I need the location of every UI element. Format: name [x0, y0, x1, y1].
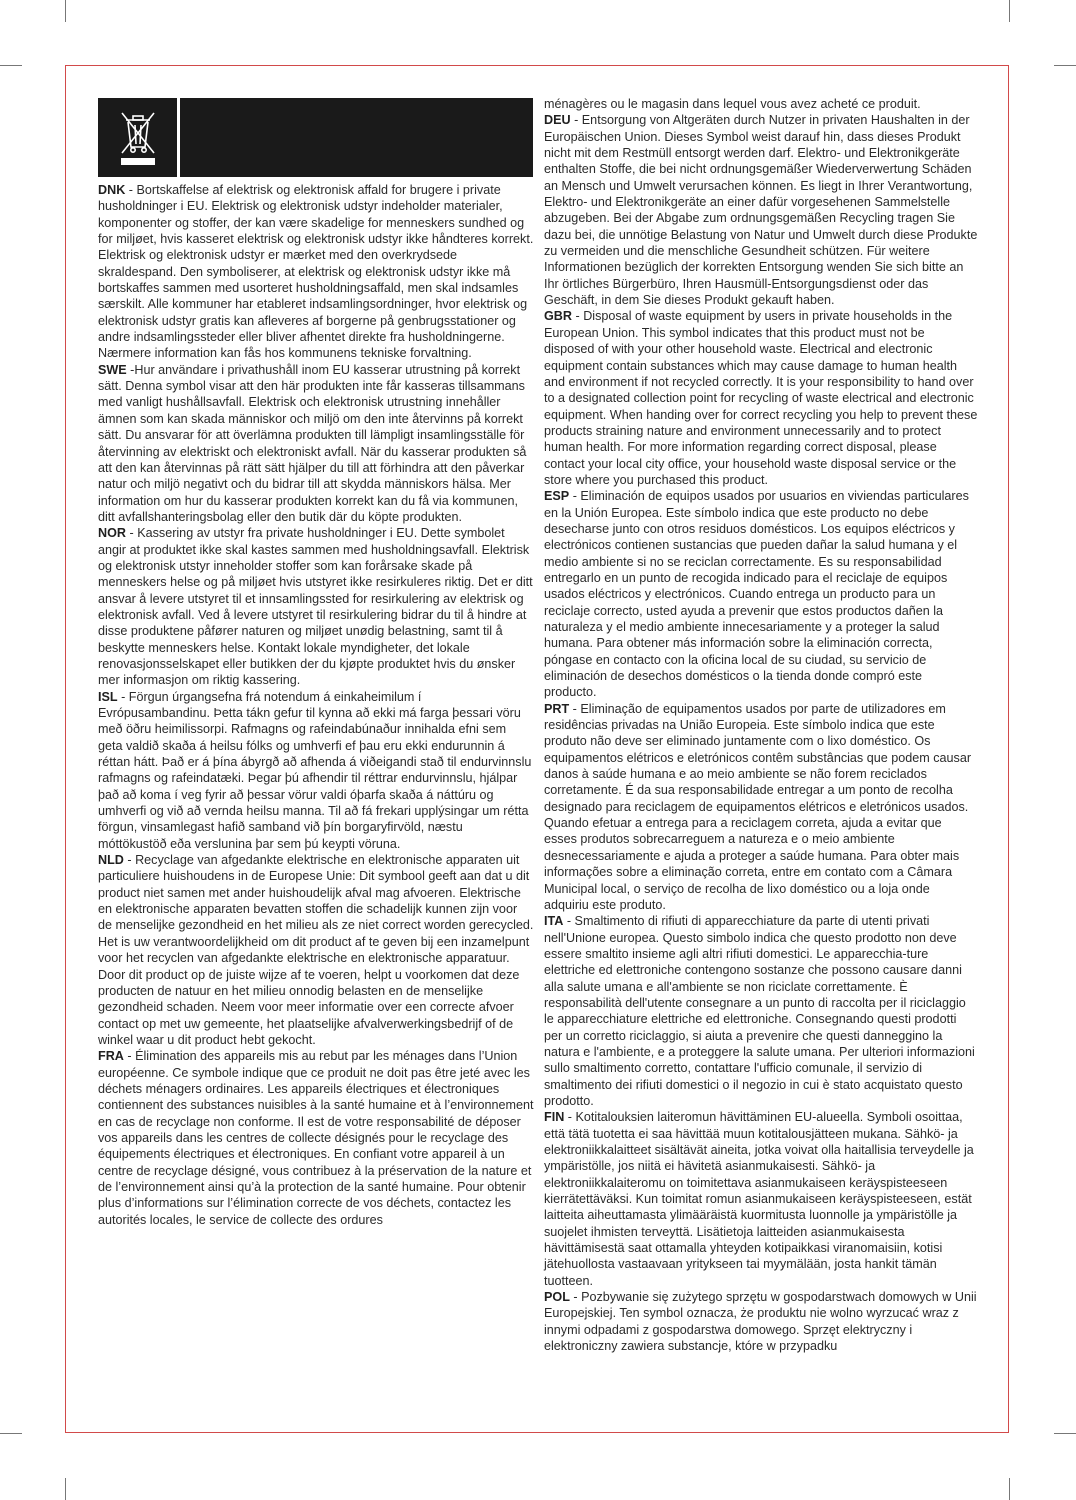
country-code: ISL: [98, 689, 118, 704]
section-fin: [544, 1109, 978, 1289]
section-text: -Hur användare i privathushåll inom EU kasserar utrustning på korrekt sätt. Denna symbol visar att den här produkten inte får kasseras tillsammans med vanligt hushållsavfall. Elektrisk och elektronisk utrustning innehåller ämnen som kan skada människor och miljö om den inte återvinns på korrekt sätt. Du ansvarar för att överlämna produkten till lämpligt insamlingsställe för återvinning av elektriskt och elektroniskt avfall. När du kasserar produkten så att den kan återvinnas på rätt sätt hjälper du till att förhindra att den påverkar natur och miljö negativt och du bidrar till att skydda människors hälsa. Mer information om hur du kasserar produkten korrekt kan du få via kommunen, ditt avfallshanteringsbolag eller den butik där du köpte produkten.: [98, 362, 527, 524]
crop-mark: [65, 1478, 66, 1500]
section-text: - Recyclage van afgedankte elektrische en elektronische apparaten uit particuliere huishoudens in de Europese Unie: Dit symbool geeft aan dat u dit product niet samen met ander huishoudelijk afval mag afvoeren. Elektrische en elektronische apparaten bevatten stoffen die schadelijk kunnen zijn voor de menselijke gezondheid en het milieu als ze niet correct worden gerecycled. Het is uw verantwoordelijkheid om dit product af te geven bij een inzamelpunt voor het recyclen van afgedankte elektrische en elektronische apparatuur. Door dit product op de juiste wijze af te voeren, helpt u voorkomen dat deze producten de natuur en het milieu onnodig belasten en de menselijke gezondheid schaden. Neem voor meer informatie over een correcte afvoer contact op met uw gemeente, het plaatselijke afvalverwerkingsbedrijf of de winkel waar u dit product hebt gekocht.: [98, 853, 534, 1047]
section-nld: [98, 852, 534, 1048]
section-fra: [98, 1048, 534, 1228]
section-text: - Kotitalouksien laiteromun hävittäminen EU-alueella. Symboli osoittaa, että tätä tuotetta ei saa hävittää muun kotitalousjätteen mukana. Sähkö- ja elektroniikkalaitteet sisältävät aineita, jotka voivat olla haitallisia terveydelle ja ympäristölle, jos niitä ei hävitetä asianmukaisesti. Sähkö- ja elektroniikkalaiteromu on toimitettava asianmukaiseen keräyspisteeseen kierrätettäväksi. Kun toimitat romun asianmukaiseen keräyspisteeseen, estät laitteita aiheuttamasta ylimääräistä kuormitusta luonnolle ja ympäristölle ja suojelet ihmisten terveyttä. Lisätietoja laitteiden asianmukaisesta hävittämisestä saat ottamalla yhteyden kotipaikkasi viranomaisiin, kotisi jätehuollosta vastaavaan yritykseen tai myymälään, josta hankit tämän tuotteen.: [544, 1110, 974, 1288]
section-text: - Élimination des appareils mis au rebut par les ménages dans l’Union européenne. Ce symbole indique que ce produit ne doit pas être jeté avec les déchets ménagers ordinaires. Les appareils électriques et électroniques contiennent des substances nuisibles à la santé humaine et à l’environnement en cas de recyclage non conforme. Il est de votre responsabilité de déposer vos appareils dans les centres de collecte désignés pour le recyclage des équipements électriques et électroniques. En confiant votre appareil à un centre de recyclage désigné, vous contribuez à la préservation de la nature et de l’environnement ainsi qu’à la protection de la santé humaine. Pour obtenir plus d’informations sur l’élimination correcte de vos déchets, contactez les autorités locales, le service de collecte des ordures: [98, 1049, 534, 1227]
right-text-column: [544, 96, 978, 1354]
crop-mark: [0, 1433, 22, 1434]
section-text: - Disposal of waste equipment by users in private households in the European Union. This symbol indicates that this product must not be disposed of with your other household waste. Electrical and electronic equipment contain substances which may cause damage to human health and environment if not recycled correctly. It is your responsibility to hand over to a designated collection point for recycling of waste electrical and electronic equipment. When handing over for correct recycling you help to prevent these products straining nature and environment unnecessarily and to protect human health. For more information regarding correct disposal, please contact your local city office, your household waste disposal service or the store where you purchased this product.: [544, 309, 978, 487]
weee-symbol-box: [98, 98, 177, 177]
section-pol: [544, 1289, 978, 1354]
country-code: DEU: [544, 113, 571, 128]
section-esp: [544, 488, 978, 700]
crop-mark: [1009, 1478, 1010, 1500]
section-text: - Kassering av utstyr fra private husholdninger i EU. Dette symbolet angir at produktet ikke skal kastes sammen med husholdningsavfall. Elektrisk og elektronisk utstyr inneholder stoffer som kan forårsake skade på menneskers helse og på miljøet hvis utstyret ikke resirkuleres riktig. Det er ditt ansvar å levere utstyret til et innsamlingssted for resirkulering av elektrisk og elektronisk avfall. Ved å levere utstyret til resirkulering bidrar du til å hindre at disse produktene påfører naturen og miljøet unødig belastning, samt til å beskytte menneskers helse. Kontakt lokale myndigheter, det lokale renovasjonsselskapet eller butikken der du kjøpte produktet hvis du ønsker mer informasjon om riktig kassering.: [98, 526, 533, 688]
section-text: - Smaltimento di rifiuti di apparecchiature da parte di utenti privati nell'Unione europea. Questo simbolo indica che questo prodotto non deve essere smaltito insieme agli altri rifiuti domestici. Le apparecchia-ture elettriche ed elettroniche contengono sostanze che possono causare danni alla salute umana e all'ambiente se non riciclate correttamente. È responsabilità dell'utente consegnare a un punto di raccolta per il riciclaggio le apparecchiature elettriche ed elettroniche. Consegnando questi prodotti per un corretto riciclaggio, si aiuta a prevenire che questi danneggino la natura e l'ambiente, e a proteggere la salute umana. Per ulteriori informazioni sullo smaltimento corretto, contattare l'ufficio comunale, il servizio di smaltimento dei rifiuti domestici o il negozio in cui è stato acquistato questo prodotto.: [544, 914, 975, 1108]
country-code: POL: [544, 1290, 570, 1305]
country-code: FIN: [544, 1110, 565, 1125]
crop-mark: [1054, 1433, 1076, 1434]
country-code: NLD: [98, 853, 124, 868]
section-gbr: [544, 308, 978, 488]
section-text: - Pozbywanie się zużytego sprzętu w gospodarstwach domowych w Unii Europejskiej. Ten symbol oznacza, że produktu nie wolno wyrzucać wraz z innymi odpadami z gospodarstwa domowego. Sprzęt elektryczny i elektroniczny zawiera substancje, które w przypadku: [544, 1290, 977, 1354]
section-text: - Bortskaffelse af elektrisk og elektronisk affald for brugere i private husholdninger i EU. Elektrisk og elektronisk udstyr indeholder materialer, komponenter og stoffer, der kan være skadelige for menneskers sundhed og for miljøet, hvis kasseret elektrisk og elektronisk udstyr ikke håndteres korrekt. Elektrisk og elektronisk udstyr er mærket med den overkrydsede skraldespand. Den symboliserer, at elektrisk og elektronisk udstyr ikke må bortskaffes sammen med usorteret husholdningsaffald, men skal indsamles særskilt. Alle kommuner har etableret indsamlingsordninger, hvor elektrisk og elektronisk udstyr gratis kan afleveres af borgerne på genbrugsstationer og andre indsamlingssteder eller bliver afhentet direkte fra husholdningerne. Nærmere information kan fås hos kommunens tekniske forvaltning.: [98, 183, 534, 361]
section-text: - Eliminação de equipamentos usados por parte de utilizadores em residências privadas na União Europeia. Este símbolo indica que este produto não deve ser eliminado juntamente com o lixo doméstico. Os equipamentos elétricos e eletrónicos contêm substâncias que podem causar danos à saúde humana e ao meio ambiente se não forem reciclados corretamente. É da sua responsabilidade entregar a um ponto de recolha designado para reciclagem de equipamentos elétricos e eletrónicos usados. Quando efetuar a entrega para a reciclagem correta, ajuda a evitar que esses produtos sobrecarreguem a natureza e o meio ambiente desnecessariamente e ajuda a proteger a saúde humana. Para obter mais informações sobre a eliminação correta, entre em contato com a Câmara Municipal local, o serviço de recolha de lixo doméstico ou a loja onde adquiriu este produto.: [544, 701, 972, 912]
left-text-column: [98, 182, 534, 1228]
section-text: ménagères ou le magasin dans lequel vous avez acheté ce produit.: [544, 97, 921, 111]
section-nor: [98, 525, 534, 688]
country-code: FRA: [98, 1049, 124, 1064]
section-deu: [544, 112, 978, 308]
section-text: - Eliminación de equipos usados por usuarios en viviendas particulares en la Unión Europea. Este símbolo indica que este producto no debe desecharse junto con otros residuos domésticos. Los equipos eléctricos y electrónicos contienen sustancias que pueden dañar la salud humana y el medio ambiente si no se reciclan correctamente. Es su responsabilidad entregarlo en un punto de recogida indicado para el reciclaje de equipos usados eléctricos y electrónicos. Cuando entrega un producto para un reciclaje correcto, usted ayuda a prevenir que estos productos dañen la naturaleza y el medio ambiente innecesariamente y a proteger la salud humana. Para obtener más información sobre la eliminación correcta, póngase en contacto con la oficina local de su ciudad, su servicio de eliminación de desechos domésticos o la tienda donde compró este producto.: [544, 489, 969, 700]
section-isl: [98, 689, 534, 852]
country-code: NOR: [98, 526, 126, 541]
header-band: [180, 98, 533, 177]
country-code: DNK: [98, 183, 126, 197]
crop-mark: [65, 0, 66, 22]
country-code: ITA: [544, 914, 564, 929]
country-code: SWE: [98, 362, 127, 377]
section-text: - Entsorgung von Altgeräten durch Nutzer in privaten Haushalten in der Europäischen Union. Dieses Symbol weist darauf hin, dass dieses Produkt nicht mit dem Restmüll entsorgt werden darf. Elektro- und Elektronikgeräte enthalten Stoffe, die bei nicht ordnungsgemäßer Wiederverwertung Schäden an Mensch und Umwelt verursachen können. Es liegt in Ihrer Verantwortung, Elektro- und Elektronikgeräte an einer dafür vorgesehenen Sammelstelle abzugeben. Bei der Abgabe zum ordnungsgemäßen Recycling tragen Sie dazu bei, die unnötige Belastung von Natur und Umwelt durch diese Produkte zu vermeiden und die menschliche Gesundheit schützen. Für weitere Informationen bezüglich der korrekten Entsorgung wenden Sie sich bitte an Ihr örtliches Bürgerbüro, Ihren Hausmüll-Entsorgungsdienst oder das Geschäft, in dem Sie dieses Produkt gekauft haben.: [544, 113, 978, 308]
country-code: PRT: [544, 701, 570, 716]
crop-mark: [0, 65, 22, 66]
crop-mark: [1054, 65, 1076, 66]
section-ita: [544, 913, 978, 1109]
section-swe: [98, 362, 534, 525]
weee-header: [98, 98, 533, 177]
section-text: - Förgun úrgangsefna frá notendum á einkaheimilum í Evrópusambandinu. Þetta tákn gefur til kynna að ekki má farga þessari vöru með öðru heimilissorpi. Rafmagns og rafeindabúnaður innihalda efni sem geta valdið skaða á heilsu fólks og umhverfi ef þau eru ekki endurunnin á réttan hátt. Það er á þína ábyrgð að afhenda á viðeigandi stað til endurvinnslu rafmagns og rafeindatæki. Þegar þú afhendir til réttrar endurvinnslu, hjálpar það að koma í veg fyrir að þessar vörur valdi óþarfa skaða á náttúru og umhverfi og við að vernda heilsu manna. Til að fá frekari upplýsingar um rétta förgun, vinsamlegast hafið samband við þín borgaryfirvöld, næstu móttökustöð eða verslunina þar sem þú keypti vöruna.: [98, 689, 532, 851]
crop-mark: [1009, 0, 1010, 22]
crossed-out-wheelie-bin-icon: [98, 98, 177, 177]
section-continued: [544, 96, 978, 112]
country-code: GBR: [544, 309, 572, 324]
section-prt: [544, 701, 978, 913]
country-code: ESP: [544, 489, 570, 504]
section-dnk: [98, 182, 534, 362]
